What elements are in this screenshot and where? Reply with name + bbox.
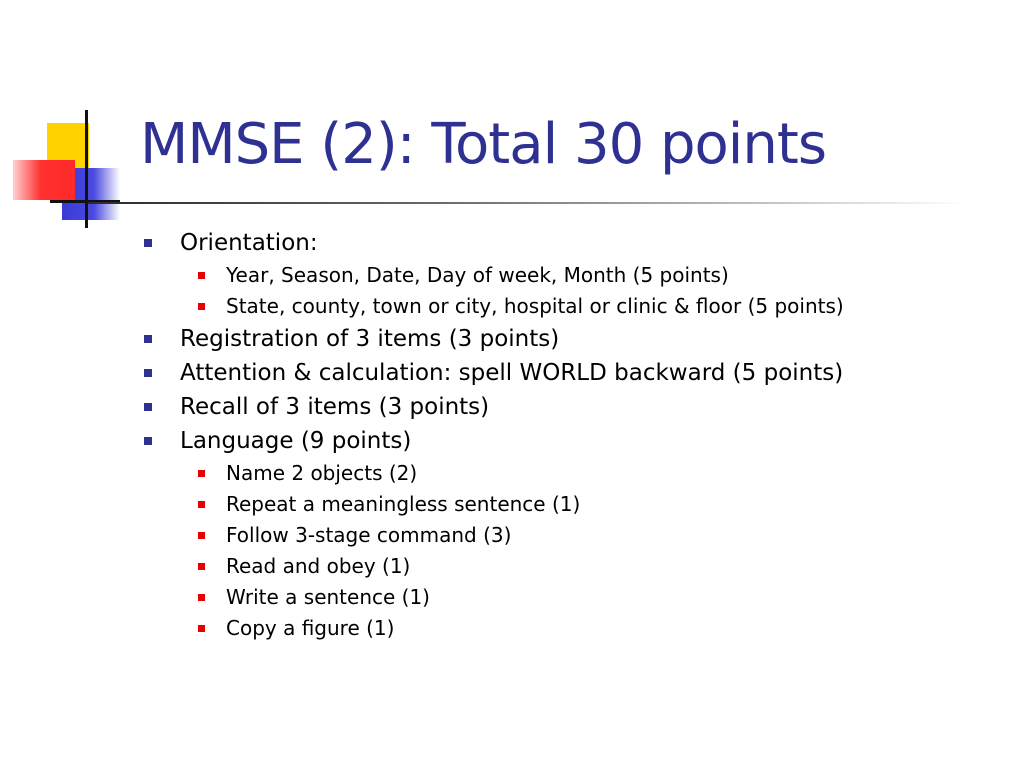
bullet-text: Recall of 3 items (3 points)	[180, 394, 490, 420]
vertical-line	[85, 110, 88, 228]
slide-content	[140, 226, 1000, 644]
bullet-item	[140, 356, 1000, 390]
sub-bullet-item: Follow 3-stage command (3)	[180, 520, 1000, 551]
sub-bullet-item: Read and obey (1)	[180, 551, 1000, 582]
sub-bullet-list	[180, 458, 1000, 644]
bullet-list	[140, 226, 1000, 644]
red-square	[13, 160, 75, 200]
sub-bullet-item: Copy a figure (1)	[180, 613, 1000, 644]
bullet-text: Registration of 3 items (3 points)	[180, 326, 560, 352]
bullet-item	[140, 424, 1000, 644]
bullet-text: Language (9 points)	[180, 428, 412, 454]
bullet-item	[140, 322, 1000, 356]
sub-bullet-item: Repeat a meaningless sentence (1)	[180, 489, 1000, 520]
bullet-item	[140, 390, 1000, 424]
sub-bullet-list	[180, 260, 1000, 322]
decorative-logo-icon	[0, 0, 160, 240]
sub-bullet-item: State, county, town or city, hospital or clinic & floor (5 points)	[180, 291, 1000, 322]
sub-bullet-item: Write a sentence (1)	[180, 582, 1000, 613]
sub-bullet-item: Name 2 objects (2)	[180, 458, 1000, 489]
bullet-text: Attention & calculation: spell WORLD backward (5 points)	[180, 360, 844, 386]
slide-title: MMSE (2): Total 30 points	[140, 112, 826, 177]
bullet-item	[140, 226, 1000, 322]
sub-bullet-item: Year, Season, Date, Day of week, Month (5 points)	[180, 260, 1000, 291]
bullet-text: Orientation:	[180, 230, 318, 256]
title-divider	[88, 202, 968, 204]
